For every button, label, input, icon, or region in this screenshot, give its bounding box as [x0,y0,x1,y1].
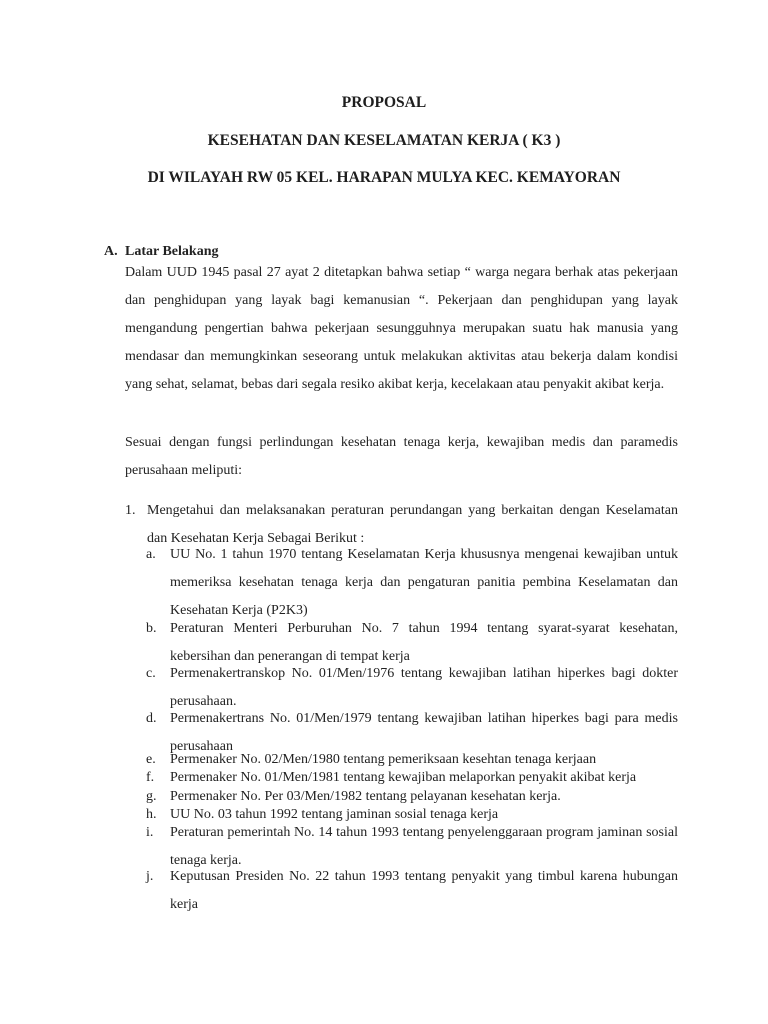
sub-list-letter: f. [146,770,155,785]
document-subtitle: KESEHATAN DAN KESELAMATAN KERJA ( K3 ) [207,132,561,149]
sub-list-text: Keputusan Presiden No. 22 tahun 1993 tentang penyakit yang timbul karena hubungan kerja [170,869,678,912]
document-title: PROPOSAL [341,94,427,111]
sub-list-item [146,751,678,769]
list-item-text: Mengetahui dan melaksanakan peraturan perundangan yang berkaitan dengan Keselamatan dan Kesehatan Kerja Sebagai Berikut : [147,503,678,546]
sub-list-text: Permenaker No. 01/Men/1981 tentang kewajiban melaporkan penyakit akibat kerja [170,770,637,785]
sub-list-text: Peraturan Menteri Perburuhan No. 7 tahun 1994 tentang syarat-syarat kesehatan, kebersihan dan penerangan di tempat kerja [170,621,678,664]
section-heading [104,244,218,260]
sub-list-item [146,863,678,919]
sub-list-letter: a. [146,547,156,562]
sub-list-letter: b. [146,621,157,636]
sub-list-text: Permenakertranskop No. 01/Men/1976 tentang kewajiban latihan hiperkes bagi dokter perusahaan. [170,666,678,709]
paragraph-background: Dalam UUD 1945 pasal 27 ayat 2 ditetapkan bahwa setiap “ warga negara berhak atas pekerjaan dan penghidupan yang layak bagi kemanusian “. Pekerjaan dan penghidupan yang layak mengandung pengertian bahwa pekerjaan sesungguhnya merupakan suatu hak manusia yang mendasar dan memungkinkan seseorang untuk melakukan aktivitas atau bekerja dalam kondisi yang sehat, selamat, bebas dari segala resiko akibat kerja, kecelakaan atau penyakit akibat kerja. [125,265,678,392]
list-number: 1. [125,503,136,518]
sub-list-item [146,769,678,787]
sub-list-letter: e. [146,752,156,767]
sub-list-text: Permenakertrans No. 01/Men/1979 tentang kewajiban latihan hiperkes bagi para medis perusahaan [170,711,678,754]
sub-list-letter: g. [146,789,157,804]
sub-list-letter: i. [146,825,154,840]
sub-list-text: Permenaker No. 02/Men/1980 tentang pemeriksaan kesehtan tenaga kerjaan [170,752,597,767]
sub-list-letter: c. [146,666,156,681]
sub-list-text: Permenaker No. Per 03/Men/1982 tentang pelayanan kesehatan kerja. [170,789,561,804]
section-title: Latar Belakang [125,244,219,259]
sub-list-item [146,788,678,806]
paragraph-obligations: Sesuai dengan fungsi perlindungan kesehatan tenaga kerja, kewajiban medis dan paramedis perusahaan meliputi: [125,435,678,478]
sub-list-letter: h. [146,807,157,822]
sub-list-letter: j. [146,869,154,884]
sub-list-text: UU No. 03 tahun 1992 tentang jaminan sosial tenaga kerja [170,807,499,822]
sub-list-text: UU No. 1 tahun 1970 tentang Keselamatan Kerja khususnya mengenai kewajiban untuk memeriksa kesehatan tenaga kerja dan pengaturan panitia pembina Keselamatan dan Kesehatan Kerja (P2K3) [170,547,678,618]
document-location: DI WILAYAH RW 05 KEL. HARAPAN MULYA KEC. KEMAYORAN [147,169,621,186]
sub-list-item [146,541,678,625]
sub-list-letter: d. [146,711,157,726]
sub-list-text: Peraturan pemerintah No. 14 tahun 1993 tentang penyelenggaraan program jaminan sosial tenaga kerja. [170,825,678,868]
section-label: A. [104,244,118,259]
